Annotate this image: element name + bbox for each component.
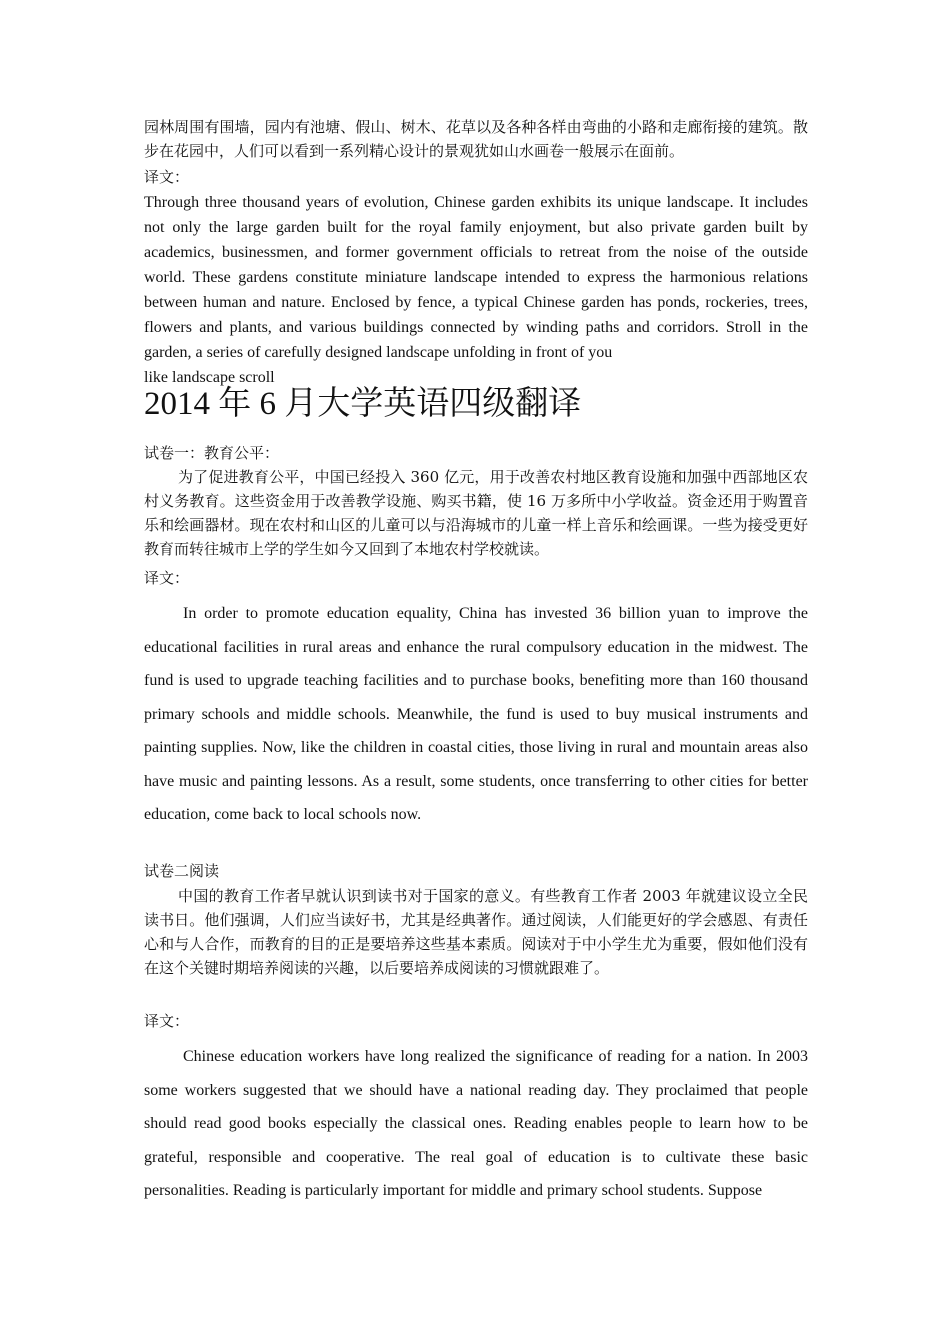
intro-english-paragraph: Through three thousand years of evolution, Chinese garden exhibits its unique landscape. It includes not only the large garden built for the royal family enjoyment, but also private garden built by academics, businessmen, and former government officials to retreat from the noise of the outside world. These gardens constitute miniature landscape intended to express the harmonious relations between human and nature. Enclosed by fence, a typical Chinese garden has ponds, rockeries, trees, flowers and plants, and various buildings connected by winding paths and corridors. Stroll in the garden, a series of carefully designed landscape unfolding in front of you (144, 194, 808, 361)
paper1-heading: 试卷一：教育公平： (144, 444, 280, 462)
paper1-translation-label: 译文： (144, 569, 190, 587)
paper2-heading: 试卷二阅读 (144, 862, 220, 880)
intro-english-last-line: like landscape scroll (144, 369, 275, 386)
paper1-chinese-paragraph: 为了促进教育公平，中国已经投入 360 亿元，用于改善农村地区教育设施和加强中西部地区农村义务教育。这些资金用于改善教学设施、购买书籍，使 16 万多所中小学收益。资金还用于购置音乐和绘画器材。现在农村和山区的儿童可以与沿海城市的儿童一样上音乐和绘画课。一些为接受更好教育而转往城市上学的学生如今又回到了本地农村学校就读。 (144, 468, 808, 558)
intro-chinese-paragraph: 园林周围有围墙，园内有池塘、假山、树木、花草以及各种各样由弯曲的小路和走廊衔接的建筑。散步在花园中，人们可以看到一系列精心设计的景观犹如山水画卷一般展示在面前。 (144, 118, 808, 160)
paper2-translation-label: 译文： (144, 1012, 190, 1030)
intro-translation-label: 译文： (144, 168, 190, 186)
paper2-chinese-paragraph: 中国的教育工作者早就认识到读书对于国家的意义。有些教育工作者 2003 年就建议设立全民读书日。他们强调，人们应当读好书，尤其是经典著作。通过阅读，人们能更好的学会感恩、有责任心和与人合作，而教育的目的正是要培养这些基本素质。阅读对于中小学生尤为重要，假如他们没有在这个关键时期培养阅读的兴趣，以后要培养成阅读的习惯就跟难了。 (144, 887, 808, 977)
paper1-english-paragraph: In order to promote education equality, China has invested 36 billion yuan to improve the educational facilities in rural areas and enhance the rural compulsory education in the midwest. The fund is used to upgrade teaching facilities and to purchase books, benefiting more than 160 thousand primary schools and middle schools. Meanwhile, the fund is used to buy musical instruments and painting supplies. Now, like the children in coastal cities, those living in rural and mountain areas also have music and painting lessons. As a result, some students, once transferring to other cities for better education, come back to local schools now. (144, 605, 808, 823)
paper2-english-paragraph: Chinese education workers have long realized the significance of reading for a nation. In 2003 some workers suggested that we should have a national reading day. They proclaimed that people should read good books especially the classical ones. Reading enables people to learn how to be grateful, responsible and cooperative. The real goal of education is to cultivate these basic personalities. Reading is particularly important for middle and primary school students. Suppose (144, 1048, 808, 1199)
page-title: 2014 年 6 月大学英语四级翻译 (144, 386, 582, 422)
